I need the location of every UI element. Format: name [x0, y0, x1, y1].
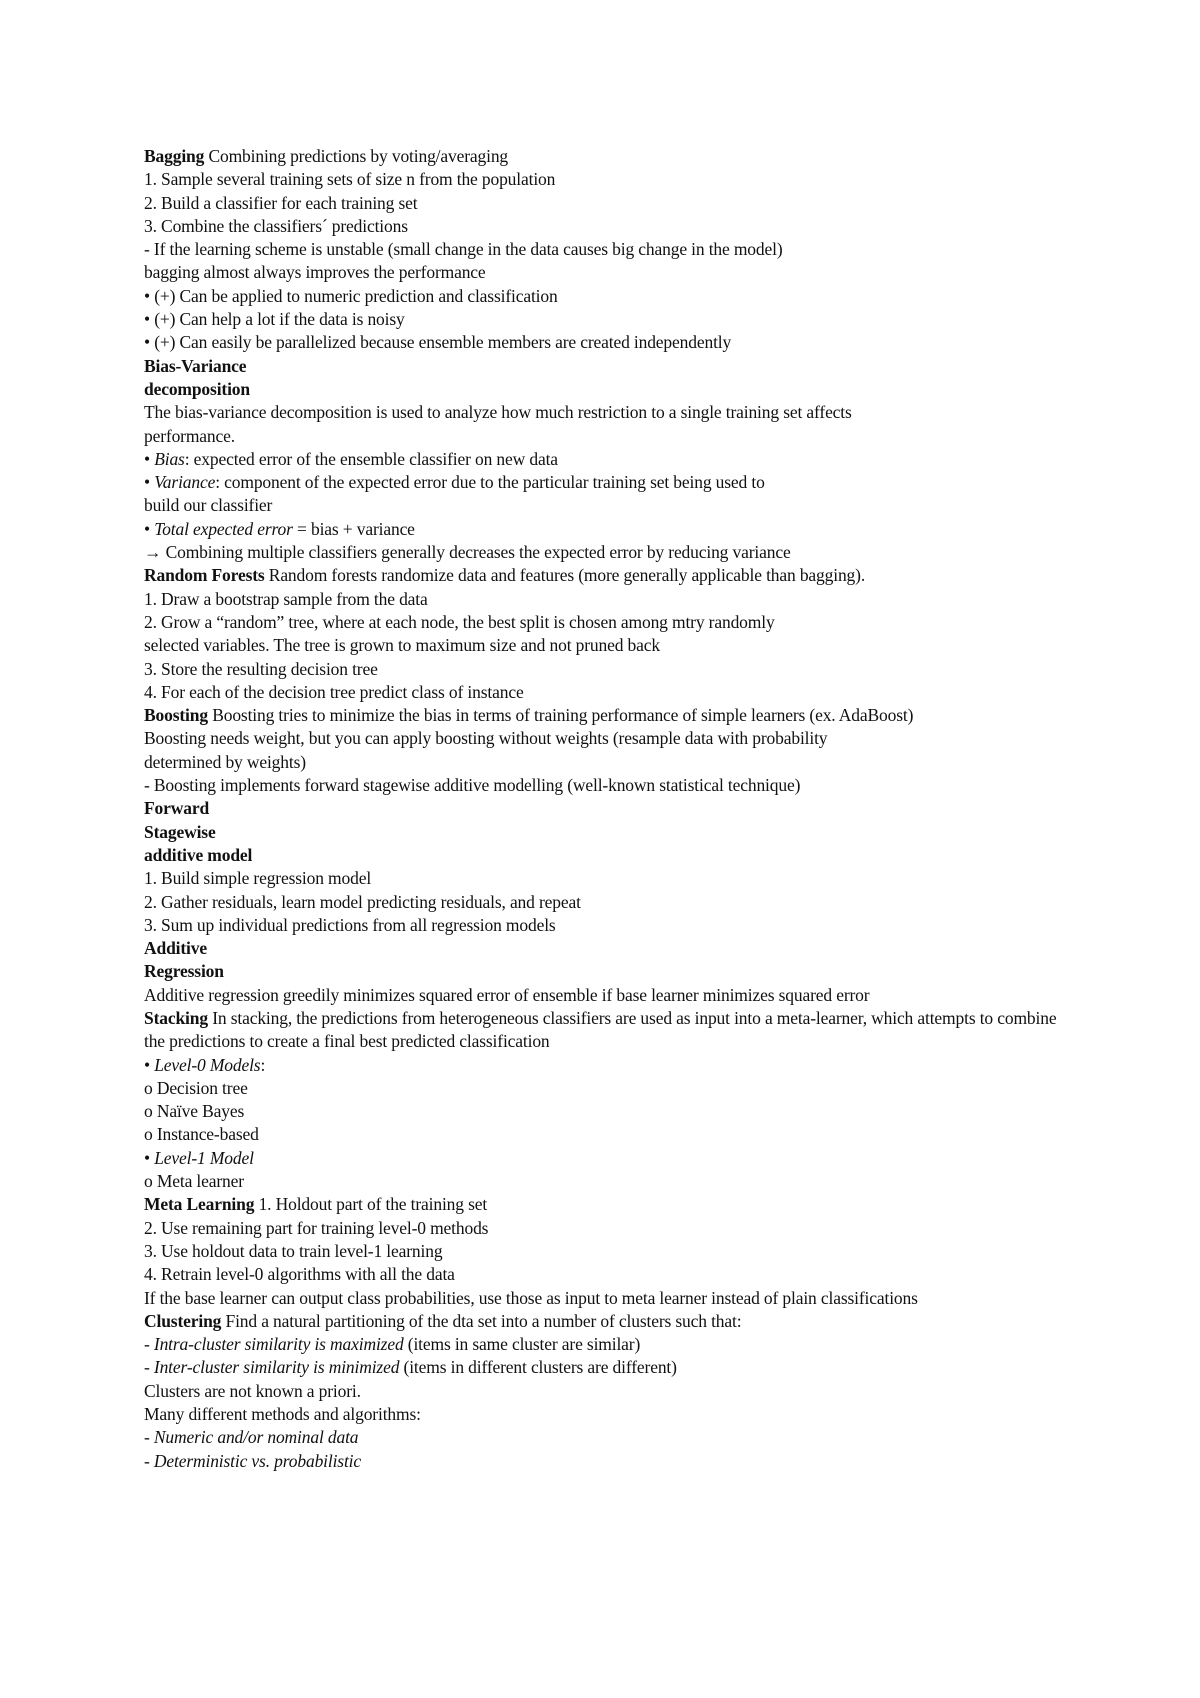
inter-cluster-rest: (items in different clusters are different) [399, 1357, 677, 1378]
list-item: 1. Sample several training sets of size n from the population [144, 169, 556, 190]
list-item: 2. Use remaining part for training level-0 methods [144, 1217, 489, 1238]
list-item: 1. Build simple regression model [144, 868, 372, 889]
clustering-heading: Clustering [144, 1310, 222, 1331]
level1-term: Level-1 Model [154, 1147, 254, 1168]
total-error-line [144, 518, 1074, 541]
variance-cont: build our classifier [144, 495, 273, 516]
stacking-intro: In stacking, the predictions from heterogeneous classifiers are used as input into a meta-learner, which attempts to combine the predictions to create a final best predicted classification [144, 1007, 1057, 1052]
level0-line [144, 1054, 1074, 1077]
variance-rest: : component of the expected error due to the particular training set being used to [215, 472, 765, 493]
list-item: • (+) Can help a lot if the data is noisy [144, 309, 405, 330]
list-item: selected variables. The tree is grown to maximum size and not pruned back [144, 635, 660, 656]
meta-learning-intro: 1. Holdout part of the training set [258, 1194, 488, 1215]
list-item: 4. Retrain level-0 algorithms with all the data [144, 1264, 455, 1285]
inter-cluster-term: - Inter-cluster similarity is minimized [144, 1357, 400, 1378]
list-item: o Decision tree [144, 1077, 248, 1098]
list-item: 4. For each of the decision tree predict class of instance [144, 681, 524, 702]
bias-variance-text: The bias-variance decomposition is used to analyze how much restriction to a single training set affects performance. [144, 402, 852, 446]
list-item: - Deterministic vs. probabilistic [144, 1450, 362, 1471]
forward-stagewise-heading-cont2: additive model [144, 844, 253, 865]
additive-regression-heading: Additive [144, 938, 207, 959]
list-item: o Instance-based [144, 1124, 259, 1145]
meta-learning-heading: Meta Learning [144, 1194, 255, 1215]
meta-learning-intro-line [144, 1193, 1074, 1216]
document-page [144, 145, 1074, 1473]
intra-cluster-line [144, 1333, 1074, 1356]
list-item: 2. Gather residuals, learn model predicting residuals, and repeat [144, 891, 581, 912]
bagging-intro: Combining predictions by voting/averaging [208, 146, 509, 166]
bullet: • [144, 448, 155, 469]
list-item: • (+) Can easily be parallelized because ensemble members are created independently [144, 332, 732, 353]
stacking-paragraph [144, 1007, 1074, 1054]
bullet: • [144, 1054, 155, 1075]
clustering-line: Many different methods and algorithms: [144, 1404, 421, 1425]
list-item: o Meta learner [144, 1171, 244, 1192]
list-item: 3. Store the resulting decision tree [144, 658, 378, 679]
bullet: • [144, 1147, 155, 1168]
variance-bullet-line [144, 471, 1074, 494]
level0-rest: : [260, 1054, 266, 1075]
level1-line [144, 1147, 1074, 1170]
bias-variance-heading-cont: decomposition [144, 378, 250, 399]
list-item: - Numeric and/or nominal data [144, 1427, 359, 1448]
boosting-note: - Boosting implements forward stagewise additive modelling (well-known statistical technique) [144, 775, 801, 796]
inter-cluster-line [144, 1356, 1074, 1379]
additive-regression-heading-cont: Regression [144, 961, 224, 982]
list-item: • (+) Can be applied to numeric prediction and classification [144, 285, 558, 306]
clustering-line: Clusters are not known a priori. [144, 1380, 361, 1401]
bagging-heading: Bagging [144, 146, 205, 166]
list-item: 2. Build a classifier for each training set [144, 192, 418, 213]
list-item: 3. Use holdout data to train level-1 learning [144, 1240, 443, 1261]
random-forests-heading: Random Forests [144, 565, 265, 586]
list-item: 2. Grow a “random” tree, where at each node, the best split is chosen among mtry randomly [144, 611, 775, 632]
bullet: • [144, 518, 155, 539]
list-item: bagging almost always improves the performance [144, 262, 486, 283]
total-error-term: Total expected error [154, 518, 293, 539]
intra-cluster-term: - Intra-cluster similarity is maximized [144, 1334, 404, 1355]
clustering-intro-line [144, 1310, 1074, 1333]
stacking-heading: Stacking [144, 1007, 208, 1028]
total-error-rest: = bias + variance [292, 518, 415, 539]
list-item: - If the learning scheme is unstable (small change in the data causes big change in the model) [144, 239, 783, 260]
boosting-text: Boosting needs weight, but you can apply boosting without weights (resample data with probability determined by weights) [144, 728, 828, 772]
level0-term: Level-0 Models [154, 1054, 261, 1075]
random-forests-intro-line [144, 564, 1074, 587]
list-item: 3. Combine the classifiers´ predictions [144, 215, 408, 236]
list-item: o Naïve Bayes [144, 1101, 245, 1122]
bias-bullet-line [144, 448, 1074, 471]
forward-stagewise-heading: Forward [144, 798, 210, 819]
intra-cluster-rest: (items in same cluster are similar) [403, 1334, 641, 1355]
random-forests-intro: Random forests randomize data and features (more generally applicable than bagging). [268, 565, 866, 586]
boosting-intro-line [144, 704, 1074, 727]
boosting-heading: Boosting [144, 705, 208, 726]
boosting-intro: Boosting tries to minimize the bias in terms of training performance of simple learners (ex. AdaBoost) [212, 705, 914, 726]
forward-stagewise-heading-cont: Stagewise [144, 821, 216, 842]
additive-regression-text: Additive regression greedily minimizes squared error of ensemble if base learner minimizes squared error [144, 984, 870, 1005]
bias-term: Bias [154, 448, 185, 469]
bias-variance-conclusion: → Combining multiple classifiers generally decreases the expected error by reducing variance [144, 542, 791, 563]
bullet: • [144, 472, 155, 493]
list-item: 1. Draw a bootstrap sample from the data [144, 588, 428, 609]
bias-variance-heading: Bias-Variance [144, 355, 247, 376]
list-item: 3. Sum up individual predictions from all regression models [144, 914, 556, 935]
variance-term: Variance [154, 472, 216, 493]
bagging-intro-line [144, 145, 1074, 168]
bias-rest: : expected error of the ensemble classifier on new data [184, 448, 558, 469]
clustering-intro: Find a natural partitioning of the dta set into a number of clusters such that: [225, 1310, 742, 1331]
meta-learning-text: If the base learner can output class probabilities, use those as input to meta learner instead of plain classifications [144, 1287, 918, 1308]
